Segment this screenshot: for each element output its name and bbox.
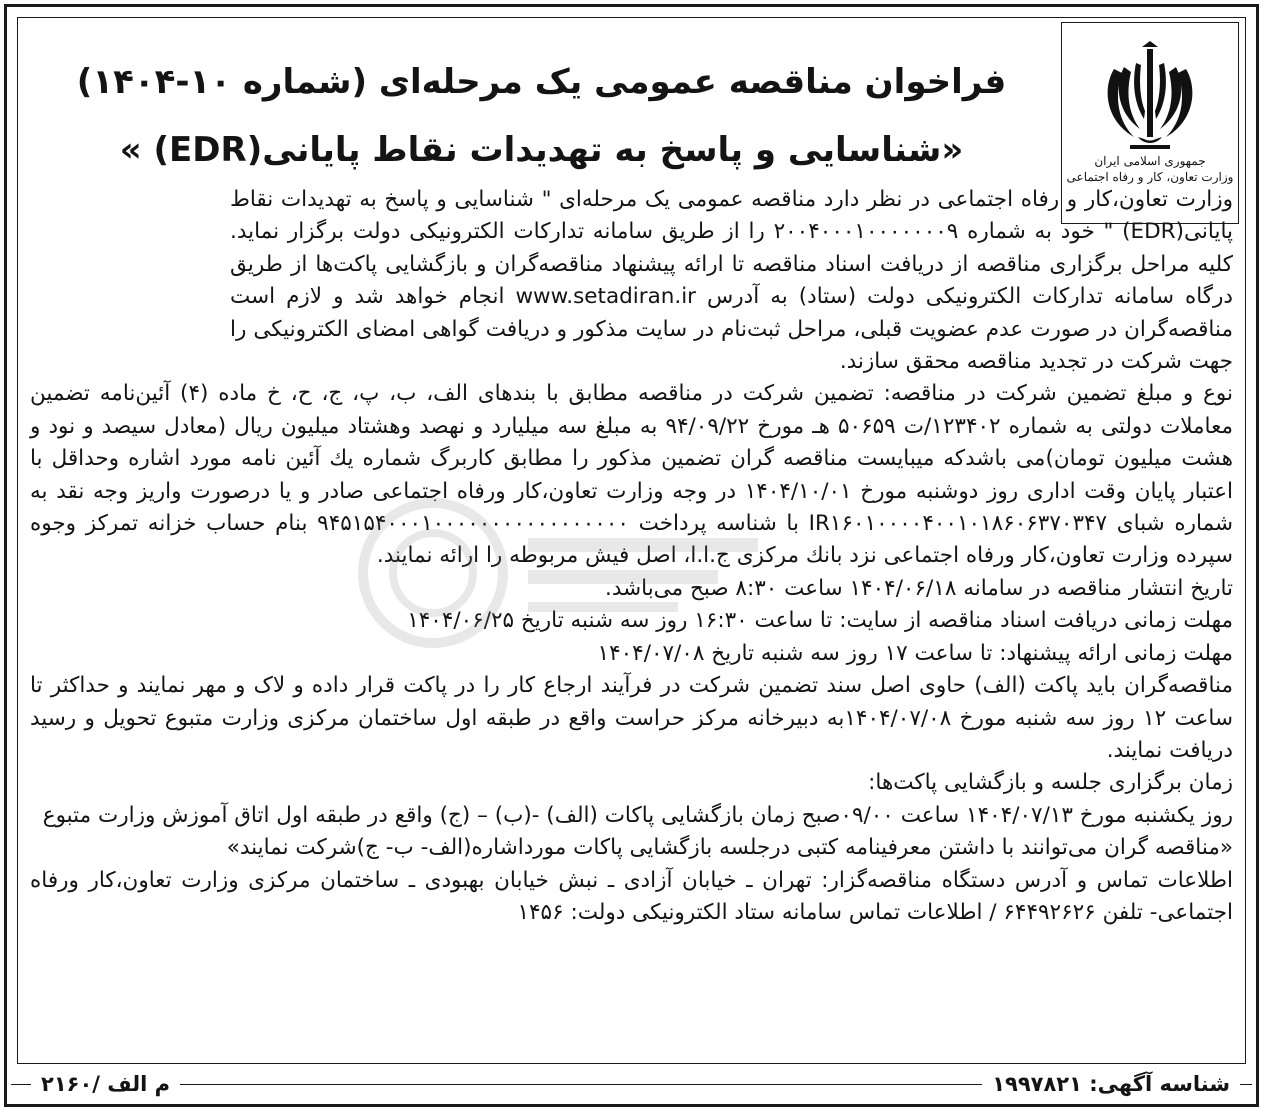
- paragraph-envelope-delivery: مناقصه‌گران باید پاکت (الف) حاوی اصل سند تضمین شرکت در فرآیند ارجاع کار را در پاکت قرار داده و لاک و مهر نمایند و حداکثر تا ساعت ۱۲ روز سه شنبه مورخ ۱۴۰۴/۰۷/۰۸به دبیرخانه مرکز حراست واقع در طبقه اول ساختمان مرکزی وزارت متبوع تحویل و رسید دریافت نمایند.: [30, 673, 1233, 763]
- notice-footer: [11, 1070, 1252, 1098]
- notice-title: فراخوان مناقصه عمومی یک مرحله‌ای (شماره ۱۰-۱۴۰۴): [76, 62, 1007, 102]
- notice-subtitle: «شناسایی و پاسخ به تهدیدات نقاط پایانی(EDR) »: [119, 130, 964, 170]
- iran-emblem-icon: [1100, 41, 1200, 153]
- paragraph-guarantee: نوع و مبلغ تضمین شرکت در مناقصه: تضمین شرکت در مناقصه مطابق با بندهای الف، ب، پ، ج، ح، خ ماده (۴) آئین‌نامه تضمین معاملات دولتی به شماره ۱۲۳۴۰۲/ت ۵۰۶۵۹ هـ مورخ ۹۴/۰۹/۲۲ به مبلغ سه میلیارد و نهصد وهشتاد میلیون ریال (معادل سیصد و نود و هشت میلیون تومان)می باشدکه میبایست مناقصه گران تضمین مذکور را مطابق کاربرگ شماره یك آئین نامه مورد اشاره وحداقل با اعتبار پایان وقت اداری روز دوشنبه مورخ ۱۴۰۴/۱۰/۰۱ در وجه وزارت تعاون،کار ورفاه اجتماعی صادر و یا درصورت واریز وجه نقد به شماره شبای IR۱۶۰۱۰۰۰۰۴۰۰۱۰۱۸۶۰۶۳۷۰۳۴۷ با شناسه پرداخت ۹۴۵۱۵۴۰۰۰۱۰۰۰۰۰۰۰۰۰۰۰۰۰۰۰۰۰ بنام حساب خزانه تمرکز وجوه سپرده وزارت تعاون،کار ورفاه اجتماعی نزد بانك مرکزی ج.ا.ا، اصل فیش مربوطه را ارائه نمایند.: [30, 381, 1234, 569]
- ad-code-label: م الف /۲۱۶۰: [31, 1070, 180, 1098]
- paragraph-opening-heading: زمان برگزاری جلسه و بازگشایی پاکت‌ها:: [868, 770, 1233, 796]
- notice-frame: [17, 17, 1246, 1064]
- paragraph-publish-date: تاریخ انتشار مناقصه در سامانه ۱۴۰۴/۰۶/۱۸ ساعت ۸:۳۰ صبح می‌باشد.: [605, 575, 1233, 601]
- paragraph-opening-time: روز یکشنبه مورخ ۱۴۰۴/۰۷/۱۳ ساعت ۰۹/۰۰صبح زمان بازگشایی پاکات (الف) -(ب) – (ج) واقع در طبقه اول اتاق آموزش وزارت متبوع: [42, 802, 1233, 828]
- watermark-logo: [348, 488, 778, 658]
- paragraph-documents-deadline: مهلت زمانی دریافت اسناد مناقصه از سایت: تا ساعت ۱۶:۳۰ روز سه شنبه تاریخ ۱۴۰۴/۰۶/۲۵: [407, 608, 1233, 634]
- emblem-country-text: جمهوری اسلامی ایران: [1094, 154, 1206, 168]
- paragraph-attendance: «مناقصه گران می‌توانند با داشتن معرفینامه کتبی درجلسه بازگشایی پاکات مورداشاره(الف- ب- ج)شرکت نمایند»: [226, 835, 1233, 861]
- paragraph-intro: وزارت تعاون،کار و رفاه اجتماعی در نظر دارد مناقصه عمومی یک مرحله‌ای " شناسایی و پاسخ به تهدیدات نقاط پایانی(EDR) " خود به شماره ۲۰۰۴۰۰۰۱۰۰۰۰۰۰۰۹ را از طریق سامانه تدارکات الکترونیکی دولت برگزار نماید. کلیه مراحل برگزاری مناقصه از دریافت اسناد مناقصه تا ارائه پیشنهاد مناقصه‌گران و بازگشایی پاکت‌ها از طریق درگاه سامانه تدارکات الکترونیکی دولت (ستاد) به آدرس www.setadiran.ir انجام خواهد شد و لازم است مناقصه‌گران در صورت عدم عضویت قبلی، مراحل ثبت‌نام در سایت مذکور و دریافت گواهی امضای الکترونیکی را جهت شرکت در تجدید مناقصه محقق سازند.: [230, 187, 1233, 375]
- paragraph-contact: اطلاعات تماس و آدرس دستگاه مناقصه‌گزار: تهران ـ خیابان آزادی ـ نبش خیابان بهبودی ـ ساختمان مرکزی وزارت تعاون،کار ورفاه اجتماعی- تلفن ۶۴۴۹۲۶۲۶ / اطلاعات تماس سامانه ستاد الکترونیکی دولت: ۱۴۵۶: [30, 867, 1233, 925]
- ad-id-label: شناسه آگهی: ۱۹۹۷۸۲۱: [982, 1070, 1240, 1098]
- emblem-ministry-text: وزارت تعاون، کار و رفاه اجتماعی: [1066, 170, 1234, 184]
- paragraph-proposal-deadline: مهلت زمانی ارائه پیشنهاد: تا ساعت ۱۷ روز سه شنبه تاریخ ۱۴۰۴/۰۷/۰۸: [597, 640, 1233, 666]
- notice-page: [4, 4, 1259, 1107]
